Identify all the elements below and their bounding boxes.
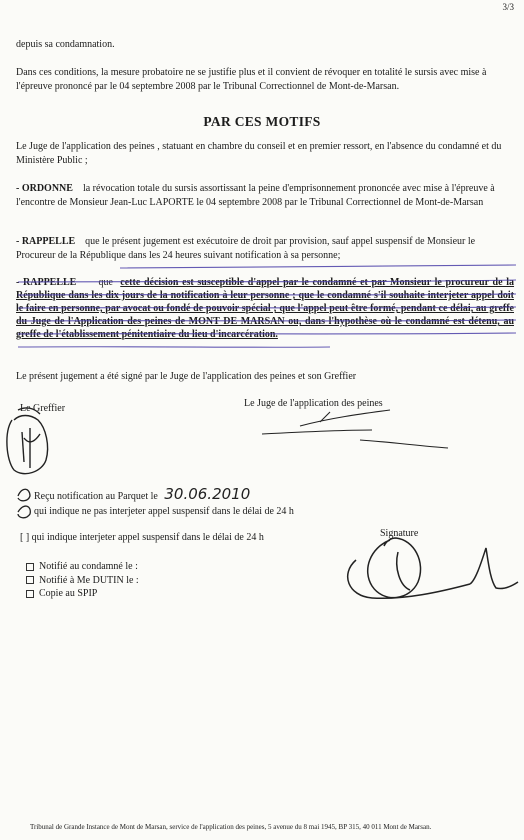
rappelle-label-1: - RAPPELLE <box>16 236 76 247</box>
recu-label: Reçu notification au Parquet le <box>34 491 158 502</box>
rappelle-que: que <box>98 277 113 288</box>
notification-item: Copie au SPIP <box>26 587 139 601</box>
footer-address: Tribunal de Grande Instance de Mont de Marsan, service de l'application des peines, 5 avenue du 8 mai 1945, BP 315, 40 011 Mont de Marsan. <box>30 823 432 831</box>
recu-date-handwritten: 30.06.2010 <box>164 485 251 503</box>
check-mark-icon <box>18 489 30 518</box>
notification-item: Notifié au condamné le : <box>26 560 139 574</box>
option-appeal-text: qui indique interjeter appel suspensif dans le délai de 24 h <box>31 532 264 543</box>
rappelle-paragraph-1 <box>16 235 514 262</box>
greffier-signature-icon <box>7 408 48 474</box>
appeal-notice-text: cette décision est susceptible d'appel par le condamné et par Monsieur le procureur de la République dans les dix jours de la notification à leur personne ; que le condamné s'il souhaite interjeter appel doit le faire en personne, par avocat ou fondé de pouvoir spécial ; que l'appel peut être formé, pendant ce délai, au greffe du Juge de l'Application des peines de MONT DE MARSAN ou, dans l'hypothèse où le condamné est détenu, au greffe de l'établissement pénitentiaire du lieu d'incarcération. <box>16 277 515 340</box>
conditions-paragraph: Dans ces conditions, la mesure probatoire ne se justifie plus et il convient de révoquer en totalité le sursis avec mise à l'épreuve prononcé par le 04 septembre 2008 par le Tribunal Correctionnel de Mont-de-Marsan. <box>16 67 487 92</box>
checkbox-icon <box>26 590 34 598</box>
checkbox-icon <box>26 576 34 584</box>
checkbox-icon <box>26 563 34 571</box>
notification-item: Notifié à Me DUTIN le : <box>26 574 139 588</box>
ordonne-label: - ORDONNE <box>16 183 73 194</box>
option-no-appeal: qui indique ne pas interjeter appel suspensif dans le délai de 24 h <box>34 506 294 517</box>
greffier-label: Le Greffier <box>20 403 66 414</box>
notification-list <box>26 560 139 601</box>
section-title: PAR CES MOTIFS <box>203 114 321 129</box>
signature-icon <box>348 538 518 598</box>
juge-label: Le Juge de l'application des peines <box>244 398 383 409</box>
signed-line: Le présent jugement a été signé par le Juge de l'application des peines et son Greffier <box>16 371 357 382</box>
rappelle-label-2: - RAPPELLE <box>16 277 77 288</box>
ordonne-paragraph <box>16 182 514 209</box>
rappelle-paragraph-2 <box>16 276 514 341</box>
juge-signature-icon <box>262 410 448 448</box>
option-appeal-box: [ ] <box>20 532 30 543</box>
rappelle-text-1: que le présent jugement est exécutoire de droit par provision, sauf appel suspensif de Monsieur le Procureur de la République dans les 24 heures suivant notification à sa personne; <box>16 236 476 261</box>
page-number: 3/3 <box>502 2 514 12</box>
recu-notification <box>34 485 251 504</box>
signature-label: Signature <box>380 528 419 539</box>
juge-intro-paragraph: Le Juge de l'application des peines , statuant en chambre du conseil et en premier ressort, en l'absence du condamné et du Ministère Public ; <box>16 141 502 166</box>
option-appeal <box>20 531 264 545</box>
intro-line: depuis sa condamnation. <box>16 39 115 50</box>
ordonne-text: la révocation totale du sursis assortissant la peine d'emprisonnement prononcée avec mise à l'épreuve à l'encontre de Monsieur Jean-Luc LAPORTE le 04 septembre 2008 par le Tribunal Correctionnel de Mont-de-Marsan <box>16 183 495 208</box>
